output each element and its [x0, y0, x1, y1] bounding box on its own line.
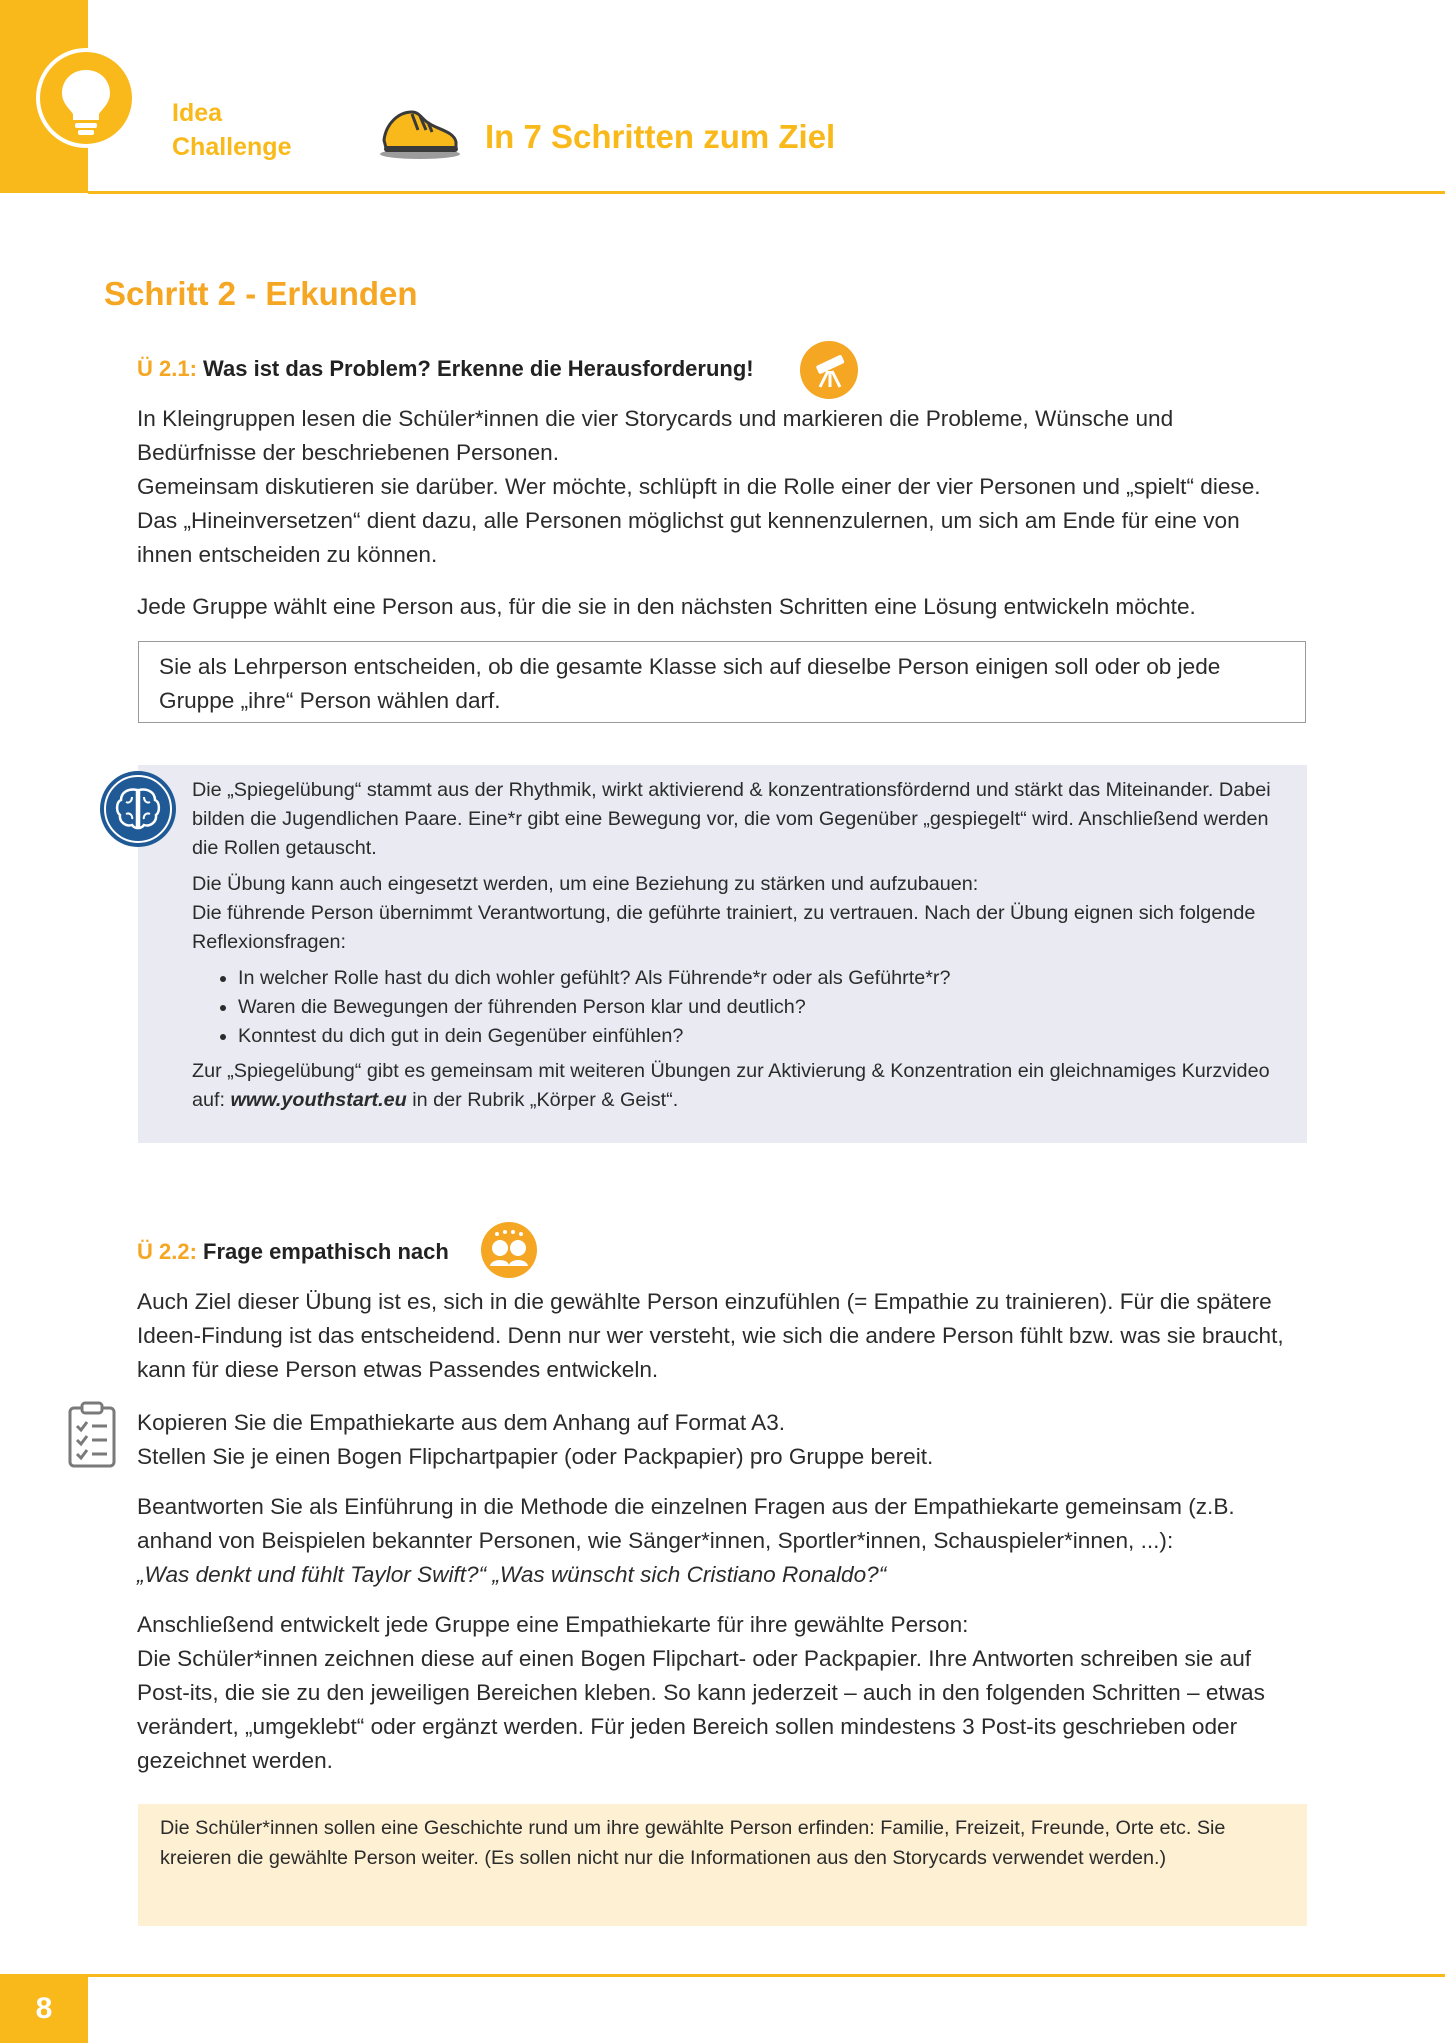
- exercise-number: Ü 2.1:: [137, 356, 197, 381]
- exercise-2-1-task: [137, 590, 1297, 624]
- teacher-note-text: Sie als Lehrperson entscheiden, ob die gesamte Klasse sich auf dieselbe Person einigen soll oder ob jede Gruppe „ihre“ Person wählen darf.: [159, 654, 1221, 713]
- idea-challenge-logo: [36, 48, 136, 148]
- list-item: • Konntest du dich gut in dein Gegenüber einfühlen?: [238, 1022, 1272, 1051]
- paragraph: Jede Gruppe wählt eine Person aus, für die sie in den nächsten Schritten eine Lösung entwickeln möchte.: [137, 594, 1196, 619]
- brain-icon: [99, 770, 177, 848]
- lightbulb-icon: [40, 52, 132, 144]
- list-item: • Waren die Bewegungen der führenden Person klar und deutlich?: [238, 993, 1272, 1022]
- info-line: Die führende Person übernimmt Verantwortung, die geführte trainiert, zu vertrauen. Nach der Übung eignen sich folgende Reflexionsfragen:: [192, 902, 1256, 953]
- running-shoe-icon: [376, 100, 462, 164]
- brand-line-1: Idea: [172, 99, 223, 127]
- list-item: • In welcher Rolle hast du dich wohler gefühlt? Als Führende*r oder als Geführte*r?: [238, 964, 1272, 993]
- header-divider: [88, 191, 1445, 194]
- info-line: Die Übung kann auch eingesetzt werden, um eine Beziehung zu stärken und aufzubauen:: [192, 873, 979, 895]
- exercise-number: Ü 2.2:: [137, 1239, 197, 1264]
- teacher-note-box: [138, 641, 1306, 723]
- paragraph: Die Schüler*innen zeichnen diese auf einen Bogen Flipchart- oder Packpapier. Ihre Antworten schreiben sie auf Post-its, die sie zu den jeweiligen Bereichen kleben. So kann jederzeit – auch in den folgenden Schritten – etwas verändert, „umgeklebt“ oder ergänzt werden. Für jeden Bereich sollen mindestens 3 Post-its geschrieben oder gezeichnet werden.: [137, 1646, 1265, 1773]
- info-box-text: [192, 776, 1272, 1122]
- exercise-title: Was ist das Problem? Erkenne die Herausforderung!: [203, 356, 754, 381]
- paragraph: In Kleingruppen lesen die Schüler*innen die vier Storycards und markieren die Probleme, Wünsche und Bedürfnisse der beschriebenen Personen.: [137, 406, 1174, 465]
- footer-divider: [88, 1974, 1445, 1977]
- header-title: In 7 Schritten zum Ziel: [485, 118, 836, 155]
- page-number: 8: [0, 1974, 88, 2043]
- exercise-2-1-intro: [137, 402, 1297, 572]
- paragraph: Anschließend entwickelt jede Gruppe eine Empathiekarte für ihre gewählte Person:: [137, 1612, 969, 1637]
- section-title: Schritt 2 - Erkunden: [104, 275, 418, 312]
- brand-line-2: Challenge: [172, 133, 292, 161]
- exercise-2-2-intro: [137, 1285, 1297, 1387]
- paragraph: Gemeinsam diskutieren sie darüber. Wer möchte, schlüpft in die Rolle einer der vier Personen und „spielt“ diese. Das „Hineinversetzen“ dient dazu, alle Personen möglichst gut kennenzulernen, um sich am Ende für eine von ihnen entscheiden zu können.: [137, 474, 1261, 567]
- example-questions: „Was denkt und fühlt Taylor Swift?“ „Was wünscht sich Cristiano Ronaldo?“: [137, 1562, 887, 1587]
- telescope-icon: [800, 341, 858, 399]
- paragraph: Auch Ziel dieser Übung ist es, sich in die gewählte Person einzufühlen (= Empathie zu trainieren). Für die spätere Ideen-Findung ist das entscheidend. Denn nur wer versteht, wie sich die andere Person fühlt bzw. was sie braucht, kann für diese Person etwas Passendes entwickeln.: [137, 1289, 1284, 1382]
- brand-name: [172, 96, 291, 164]
- group-work-instructions: [137, 1608, 1297, 1778]
- info-paragraph-2: [192, 870, 1272, 957]
- checklist-icon: [67, 1400, 117, 1470]
- exercise-title: Frage empathisch nach: [203, 1239, 449, 1264]
- two-faces-icon: [481, 1222, 537, 1278]
- exercise-2-1-heading: [137, 356, 754, 382]
- paragraph: Beantworten Sie als Einführung in die Methode die einzelnen Fragen aus der Empathiekarte gemeinsam (z.B. anhand von Beispielen bekannter Personen, wie Sänger*innen, Sportler*innen, Schauspieler*innen, ...):: [137, 1494, 1235, 1553]
- info-paragraph-1: Die „Spiegelübung“ stammt aus der Rhythmik, wirkt aktivierend & konzentrationsfördernd und stärkt das Miteinander. Dabei bilden die Jugendlichen Paare. Eine*r gibt eine Bewegung vor, die vom Gegenüber „gespiegelt“ wird. Anschließend werden die Rollen getauscht.: [192, 779, 1271, 859]
- reflection-questions: [192, 964, 1272, 1051]
- info-text: in der Rubrik „Körper & Geist“.: [412, 1089, 679, 1111]
- method-introduction: [137, 1490, 1297, 1592]
- exercise-2-2-heading: [137, 1239, 449, 1265]
- info-paragraph-3: [192, 1057, 1272, 1115]
- preparation-steps: [137, 1406, 1297, 1474]
- paragraph: Kopieren Sie die Empathiekarte aus dem Anhang auf Format A3.: [137, 1410, 786, 1435]
- youthstart-link[interactable]: www.youthstart.eu: [230, 1089, 407, 1111]
- tip-text: Die Schüler*innen sollen eine Geschichte rund um ihre gewählte Person erfinden: Familie, Freizeit, Freunde, Orte etc. Sie kreieren die gewählte Person weiter. (Es sollen nicht nur die Informationen aus den Storycards verwendet werden.): [160, 1817, 1226, 1869]
- paragraph: Stellen Sie je einen Bogen Flipchartpapier (oder Packpapier) pro Gruppe bereit.: [137, 1444, 934, 1469]
- info-text: Zur „Spiegelübung“ gibt es gemeinsam mit weiteren Übungen zur Aktivierung & Konzentration ein gleichnamiges Kurzvideo auf:: [192, 1060, 1270, 1111]
